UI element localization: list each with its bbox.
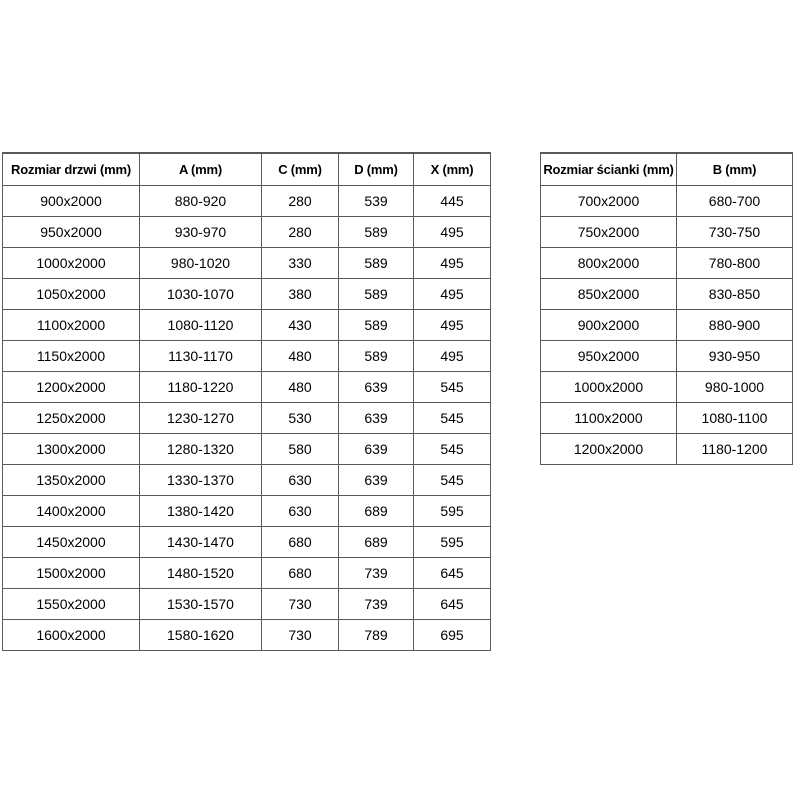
table-cell: 639: [339, 434, 414, 465]
table-cell: 589: [339, 341, 414, 372]
table-cell: 680: [262, 558, 339, 589]
table-cell: 1530-1570: [140, 589, 262, 620]
table-cell: 545: [414, 465, 491, 496]
table-row: [541, 217, 793, 248]
table-row: [3, 310, 491, 341]
column-header: D (mm): [339, 153, 414, 186]
table-cell: 850x2000: [541, 279, 677, 310]
table-cell: 950x2000: [3, 217, 140, 248]
table-cell: 730: [262, 589, 339, 620]
table-cell: 330: [262, 248, 339, 279]
table-cell: 380: [262, 279, 339, 310]
table-cell: 1000x2000: [541, 372, 677, 403]
column-header: X (mm): [414, 153, 491, 186]
table-cell: 789: [339, 620, 414, 651]
table-cell: 900x2000: [3, 186, 140, 217]
table-row: [3, 558, 491, 589]
table-row: [541, 310, 793, 341]
column-header: C (mm): [262, 153, 339, 186]
table-cell: 1080-1120: [140, 310, 262, 341]
table-cell: 1180-1220: [140, 372, 262, 403]
table-cell: 1400x2000: [3, 496, 140, 527]
table-row: [3, 465, 491, 496]
table-row: [541, 403, 793, 434]
table-cell: 1030-1070: [140, 279, 262, 310]
table-cell: 680: [262, 527, 339, 558]
column-header: Rozmiar drzwi (mm): [3, 153, 140, 186]
table-cell: 1280-1320: [140, 434, 262, 465]
table-cell: 1250x2000: [3, 403, 140, 434]
table-cell: 739: [339, 589, 414, 620]
table-cell: 880-920: [140, 186, 262, 217]
table-row: [541, 279, 793, 310]
table-row: [3, 496, 491, 527]
table-cell: 630: [262, 465, 339, 496]
table-cell: 545: [414, 434, 491, 465]
table-cell: 495: [414, 341, 491, 372]
table-cell: 1580-1620: [140, 620, 262, 651]
wall-size-table: [540, 152, 793, 465]
table-row: [3, 186, 491, 217]
table-cell: 445: [414, 186, 491, 217]
table-cell: 589: [339, 279, 414, 310]
table-cell: 639: [339, 403, 414, 434]
door-size-table: [2, 152, 491, 651]
table-cell: 739: [339, 558, 414, 589]
table-cell: 495: [414, 310, 491, 341]
table-row: [3, 527, 491, 558]
table-cell: 695: [414, 620, 491, 651]
table-cell: 950x2000: [541, 341, 677, 372]
table-cell: 1230-1270: [140, 403, 262, 434]
table-cell: 1130-1170: [140, 341, 262, 372]
table-cell: 1180-1200: [677, 434, 793, 465]
table-cell: 480: [262, 341, 339, 372]
table-row: [541, 341, 793, 372]
table-cell: 430: [262, 310, 339, 341]
table-cell: 639: [339, 372, 414, 403]
table-cell: 1380-1420: [140, 496, 262, 527]
table-cell: 645: [414, 589, 491, 620]
table-cell: 1350x2000: [3, 465, 140, 496]
table-cell: 900x2000: [541, 310, 677, 341]
table-cell: 280: [262, 186, 339, 217]
table-cell: 1600x2000: [3, 620, 140, 651]
header-row: [541, 153, 793, 186]
table-cell: 750x2000: [541, 217, 677, 248]
table-cell: 1150x2000: [3, 341, 140, 372]
table-row: [3, 217, 491, 248]
table-cell: 1450x2000: [3, 527, 140, 558]
table-cell: 1100x2000: [3, 310, 140, 341]
table-row: [3, 403, 491, 434]
table-row: [3, 279, 491, 310]
table-cell: 1100x2000: [541, 403, 677, 434]
table-row: [3, 434, 491, 465]
table-cell: 1200x2000: [3, 372, 140, 403]
table-row: [541, 434, 793, 465]
table-cell: 495: [414, 279, 491, 310]
table-cell: 1430-1470: [140, 527, 262, 558]
table-row: [541, 186, 793, 217]
table-cell: 545: [414, 372, 491, 403]
table-cell: 480: [262, 372, 339, 403]
header-row: [3, 153, 491, 186]
table-cell: 1330-1370: [140, 465, 262, 496]
table-cell: 730-750: [677, 217, 793, 248]
table-cell: 1500x2000: [3, 558, 140, 589]
table-cell: 680-700: [677, 186, 793, 217]
table-cell: 730: [262, 620, 339, 651]
table-cell: 545: [414, 403, 491, 434]
table-cell: 700x2000: [541, 186, 677, 217]
table-cell: 645: [414, 558, 491, 589]
table-row: [3, 341, 491, 372]
table-cell: 880-900: [677, 310, 793, 341]
table-cell: 595: [414, 496, 491, 527]
table-cell: 930-950: [677, 341, 793, 372]
table-cell: 539: [339, 186, 414, 217]
table-cell: 689: [339, 527, 414, 558]
table-cell: 689: [339, 496, 414, 527]
table-cell: 530: [262, 403, 339, 434]
table-cell: 1000x2000: [3, 248, 140, 279]
table-cell: 589: [339, 217, 414, 248]
table-cell: 495: [414, 217, 491, 248]
table-cell: 800x2000: [541, 248, 677, 279]
table-cell: 639: [339, 465, 414, 496]
table-cell: 589: [339, 310, 414, 341]
column-header: A (mm): [140, 153, 262, 186]
table-cell: 1480-1520: [140, 558, 262, 589]
table-cell: 1050x2000: [3, 279, 140, 310]
table-cell: 280: [262, 217, 339, 248]
column-header: B (mm): [677, 153, 793, 186]
table-row: [3, 620, 491, 651]
table-cell: 1550x2000: [3, 589, 140, 620]
table-row: [3, 372, 491, 403]
table-cell: 980-1020: [140, 248, 262, 279]
table-cell: 1300x2000: [3, 434, 140, 465]
table-cell: 589: [339, 248, 414, 279]
table-row: [541, 248, 793, 279]
table-cell: 595: [414, 527, 491, 558]
table-cell: 980-1000: [677, 372, 793, 403]
table-cell: 1080-1100: [677, 403, 793, 434]
table-cell: 630: [262, 496, 339, 527]
table-row: [541, 372, 793, 403]
table-cell: 495: [414, 248, 491, 279]
table-cell: 1200x2000: [541, 434, 677, 465]
table-row: [3, 248, 491, 279]
table-cell: 830-850: [677, 279, 793, 310]
table-cell: 780-800: [677, 248, 793, 279]
table-cell: 580: [262, 434, 339, 465]
table-cell: 930-970: [140, 217, 262, 248]
table-row: [3, 589, 491, 620]
column-header: Rozmiar ścianki (mm): [541, 153, 677, 186]
